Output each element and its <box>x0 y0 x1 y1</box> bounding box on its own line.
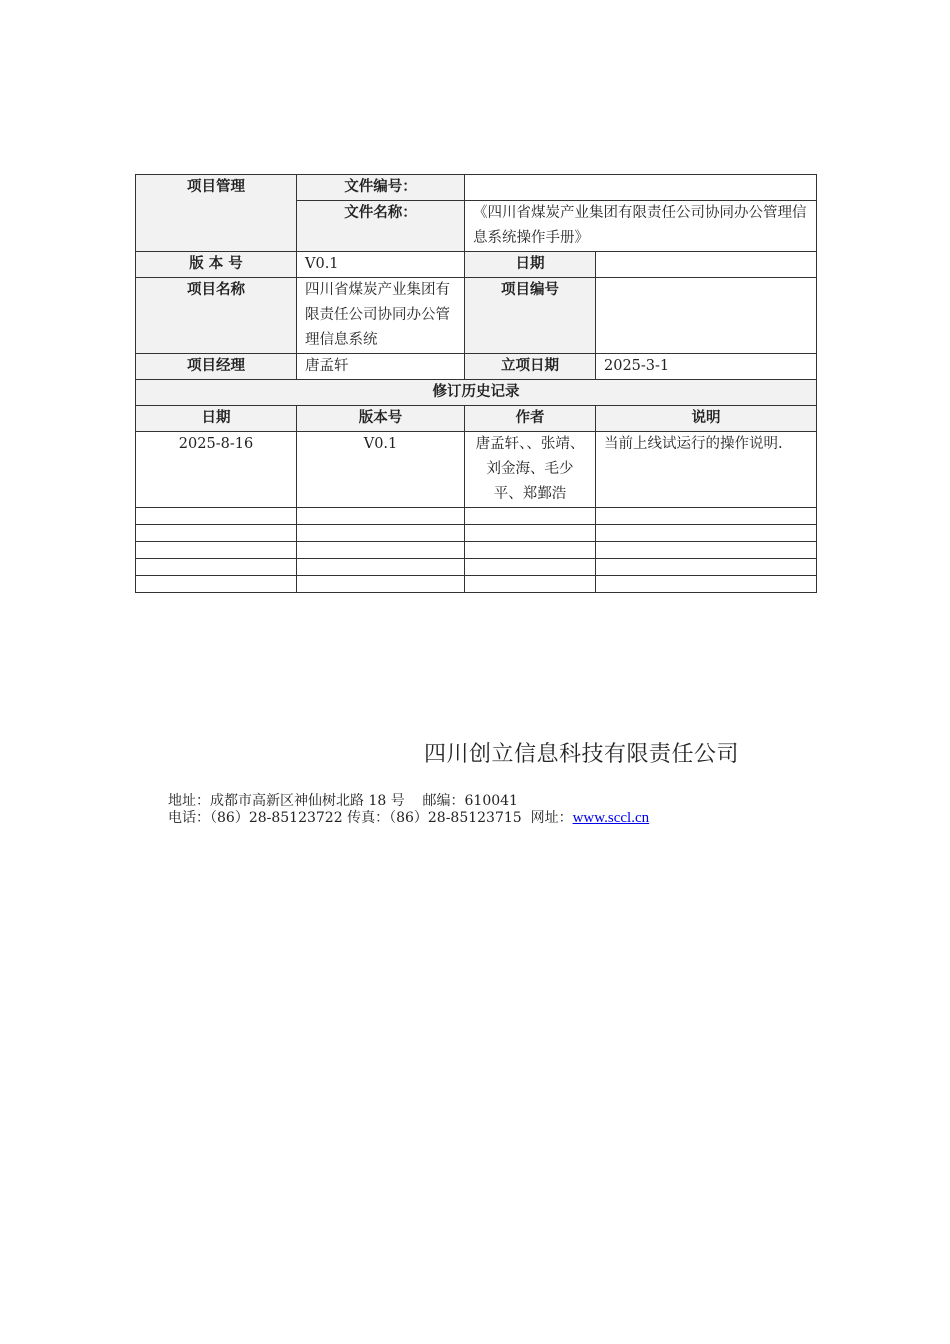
project-name-value: 四川省煤炭产业集团有限责任公司协同办公管理信息系统 <box>297 278 465 354</box>
revision-version: V0.1 <box>297 432 465 508</box>
project-number-label: 项目编号 <box>465 278 596 354</box>
column-header-date: 日期 <box>136 406 297 432</box>
column-header-note: 说明 <box>596 406 817 432</box>
date-value <box>596 252 817 278</box>
empty-row <box>136 542 817 559</box>
company-name: 四川创立信息科技有限责任公司 <box>424 742 740 767</box>
project-number-value <box>596 278 817 354</box>
revision-history-title: 修订历史记录 <box>136 380 817 406</box>
revision-date: 2025-8-16 <box>136 432 297 508</box>
file-number-label: 文件编号： <box>297 175 465 201</box>
project-manager-label: 项目经理 <box>136 354 297 380</box>
company-contact <box>168 808 649 828</box>
version-label: 版 本 号 <box>136 252 297 278</box>
project-management-label: 项目管理 <box>136 175 297 252</box>
approval-date-value: 2025-3-1 <box>596 354 817 380</box>
file-number-value <box>465 175 817 201</box>
website-link[interactable]: www.sccl.cn <box>572 810 650 826</box>
column-header-author: 作者 <box>465 406 596 432</box>
approval-date-label: 立项日期 <box>465 354 596 380</box>
contact-text: 电话：（86）28-85123722 传真：（86）28-85123715 网址： <box>168 810 573 826</box>
revision-note: 当前上线试运行的操作说明. <box>596 432 817 508</box>
version-value: V0.1 <box>297 252 465 278</box>
revision-author: 唐孟轩、、张靖、刘金海、毛少平、郑鄞浩 <box>465 432 596 508</box>
empty-row <box>136 525 817 542</box>
revision-row <box>136 432 817 508</box>
empty-row <box>136 508 817 525</box>
file-name-value: 《四川省煤炭产业集团有限责任公司协同办公管理信息系统操作手册》 <box>465 201 817 252</box>
file-name-label: 文件名称： <box>297 201 465 252</box>
column-header-version: 版本号 <box>297 406 465 432</box>
empty-row <box>136 559 817 576</box>
document-info-table <box>135 174 817 593</box>
empty-row <box>136 576 817 593</box>
project-manager-value: 唐孟轩 <box>297 354 465 380</box>
project-name-label: 项目名称 <box>136 278 297 354</box>
company-address: 地址：成都市高新区神仙树北路 18 号 邮编：610041 <box>168 793 518 809</box>
date-label: 日期 <box>465 252 596 278</box>
